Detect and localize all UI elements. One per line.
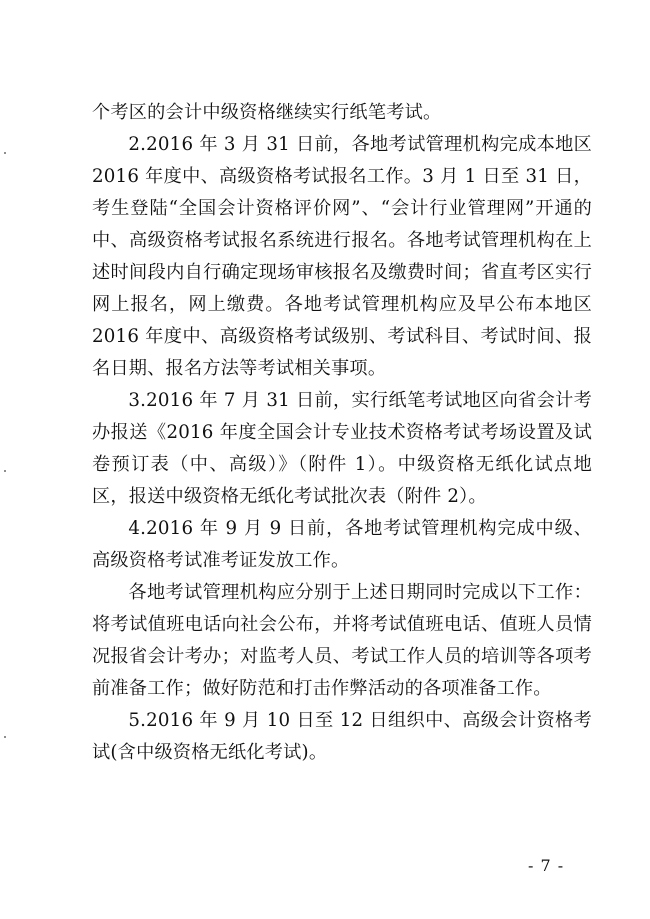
paragraph-item-3: 3.2016 年 7 月 31 日前，实行纸笔考试地区向省会计考办报送《2016 年度全国会计专业技术资格考试考场设置及试卷预订表（中、高级）》（附件 1）。中级资格无纸化试点地区，报送中级资格无纸化考试批次表（附件 2）。	[92, 390, 592, 507]
paragraph-continuation: 个考区的会计中级资格继续实行纸笔考试。	[92, 102, 442, 123]
document-body	[92, 97, 592, 769]
scan-margin-mark	[4, 152, 6, 154]
scan-margin-mark	[4, 470, 6, 472]
paragraph-item-2: 2.2016 年 3 月 31 日前，各地考试管理机构完成本地区 2016 年度中、高级资格考试报名工作。3 月 1 日至 31 日，考生登陆“全国会计资格评价网”、“会计行业管理网”开通的中、高级资格考试报名系统进行报名。各地考试管理机构在上述时间段内自行确定现场审核报名及缴费时间；省直考区实行网上报名，网上缴费。各地考试管理机构应及早公布本地区 2016 年度中、高级资格考试级别、考试科目、考试时间、报名日期、报名方法等考试相关事项。	[92, 134, 592, 379]
page-number: - 7 -	[528, 856, 565, 875]
scan-margin-mark	[4, 736, 6, 738]
paragraph-item-5: 5.2016 年 9 月 10 日至 12 日组织中、高级会计资格考试(含中级资格无纸化考试)。	[92, 710, 592, 763]
paragraph-duties: 各地考试管理机构应分别于上述日期同时完成以下工作：将考试值班电话向社会公布，并将考试值班电话、值班人员情况报省会计考办；对监考人员、考试工作人员的培训等各项考前准备工作；做好防范和打击作弊活动的各项准备工作。	[92, 582, 592, 699]
paragraph-item-4: 4.2016 年 9 月 9 日前，各地考试管理机构完成中级、高级资格考试准考证发放工作。	[92, 518, 592, 571]
